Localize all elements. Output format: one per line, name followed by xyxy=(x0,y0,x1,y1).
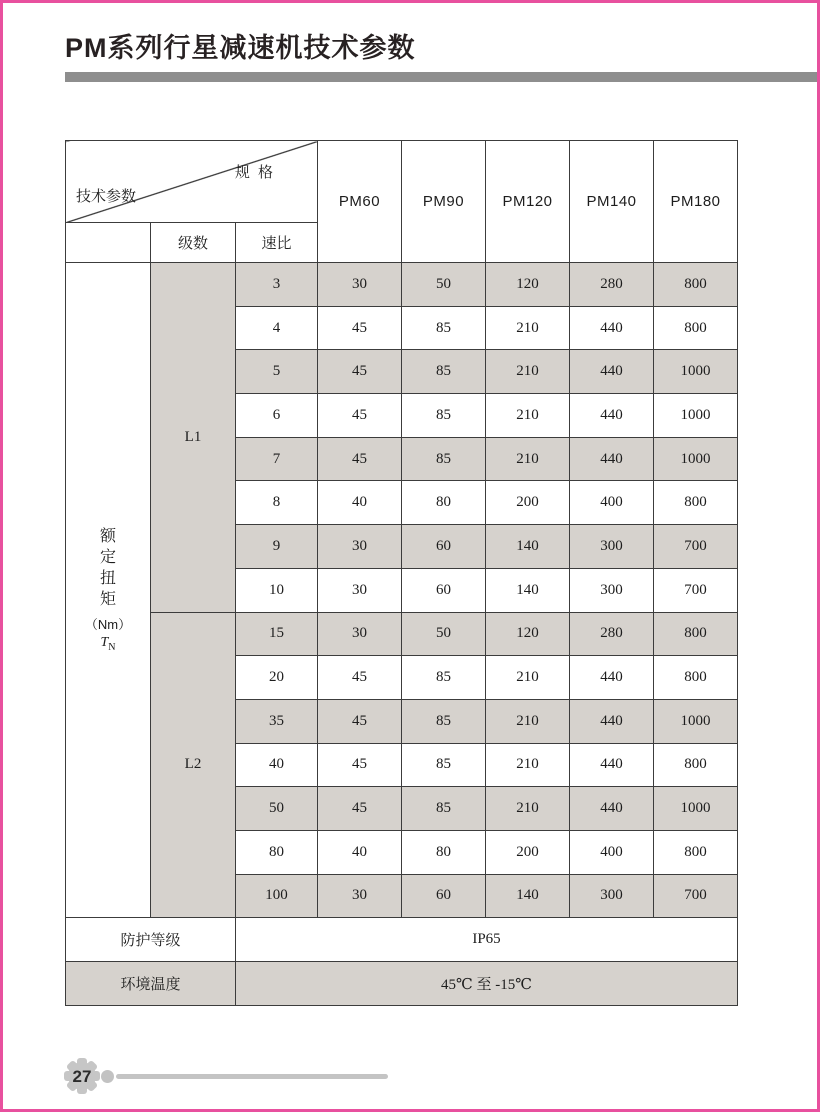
torque-value-cell: 1000 xyxy=(654,699,738,743)
torque-value-cell: 85 xyxy=(402,306,486,350)
column-header-pm140: PM140 xyxy=(570,141,654,263)
torque-value-cell: 85 xyxy=(402,743,486,787)
torque-value-cell: 200 xyxy=(486,481,570,525)
torque-value-cell: 85 xyxy=(402,699,486,743)
torque-value-cell: 120 xyxy=(486,263,570,307)
torque-value-cell: 440 xyxy=(570,656,654,700)
torque-value-cell: 700 xyxy=(654,525,738,569)
torque-value-cell: 280 xyxy=(570,612,654,656)
torque-value-cell: 800 xyxy=(654,263,738,307)
ratio-cell: 80 xyxy=(236,830,318,874)
table-row xyxy=(66,263,738,307)
temperature-label-cell: 环境温度 xyxy=(66,962,236,1006)
torque-value-cell: 440 xyxy=(570,306,654,350)
rated-torque-label-cell: 额 定 扭 矩 （Nm） $T_N$ xyxy=(66,263,151,918)
torque-value-cell: 30 xyxy=(318,525,402,569)
torque-value-cell: 45 xyxy=(318,787,402,831)
spec-table-wrapper xyxy=(65,140,738,1006)
page-number: 27 xyxy=(72,1067,92,1086)
torque-value-cell: 210 xyxy=(486,787,570,831)
torque-value-cell: 210 xyxy=(486,306,570,350)
torque-value-cell: 800 xyxy=(654,830,738,874)
page-footer xyxy=(60,1054,388,1098)
torque-value-cell: 400 xyxy=(570,481,654,525)
ratio-cell: 35 xyxy=(236,699,318,743)
torque-value-cell: 45 xyxy=(318,656,402,700)
torque-value-cell: 210 xyxy=(486,350,570,394)
torque-value-cell: 45 xyxy=(318,699,402,743)
torque-value-cell: 45 xyxy=(318,350,402,394)
protection-label-cell: 防护等级 xyxy=(66,918,236,962)
torque-value-cell: 400 xyxy=(570,830,654,874)
empty-subheader-cell xyxy=(66,223,151,263)
torque-value-cell: 60 xyxy=(402,874,486,918)
torque-value-cell: 45 xyxy=(318,437,402,481)
torque-value-cell: 85 xyxy=(402,350,486,394)
stage-cell-L2: L2 xyxy=(151,612,236,918)
torque-value-cell: 80 xyxy=(402,481,486,525)
ratio-cell: 4 xyxy=(236,306,318,350)
torque-value-cell: 85 xyxy=(402,656,486,700)
footer-rule-line xyxy=(116,1074,388,1079)
corner-spec-label: 规 格 xyxy=(234,164,276,181)
torque-value-cell: 440 xyxy=(570,699,654,743)
torque-value-cell: 30 xyxy=(318,874,402,918)
torque-value-cell: 80 xyxy=(402,830,486,874)
column-header-pm90: PM90 xyxy=(402,141,486,263)
torque-value-cell: 440 xyxy=(570,787,654,831)
spec-table xyxy=(65,140,738,1006)
torque-value-cell: 210 xyxy=(486,743,570,787)
torque-value-cell: 30 xyxy=(318,568,402,612)
stage-subheader-cell: 级数 xyxy=(151,223,236,263)
torque-value-cell: 45 xyxy=(318,306,402,350)
torque-value-cell: 210 xyxy=(486,437,570,481)
corner-header-cell xyxy=(66,141,318,223)
torque-value-cell: 1000 xyxy=(654,787,738,831)
column-header-pm120: PM120 xyxy=(486,141,570,263)
torque-value-cell: 440 xyxy=(570,743,654,787)
temperature-row xyxy=(66,962,738,1006)
torque-value-cell: 30 xyxy=(318,263,402,307)
temperature-value-cell: 45℃ 至 -15℃ xyxy=(236,962,738,1006)
ratio-cell: 3 xyxy=(236,263,318,307)
torque-value-cell: 200 xyxy=(486,830,570,874)
torque-value-cell: 440 xyxy=(570,394,654,438)
table-header-row xyxy=(66,141,738,223)
torque-value-cell: 85 xyxy=(402,394,486,438)
ratio-cell: 5 xyxy=(236,350,318,394)
torque-value-cell: 40 xyxy=(318,481,402,525)
torque-value-cell: 800 xyxy=(654,743,738,787)
column-header-pm60: PM60 xyxy=(318,141,402,263)
title-underline-bar xyxy=(65,72,817,82)
torque-value-cell: 30 xyxy=(318,612,402,656)
torque-value-cell: 140 xyxy=(486,525,570,569)
ratio-cell: 7 xyxy=(236,437,318,481)
torque-value-cell: 300 xyxy=(570,568,654,612)
ratio-cell: 40 xyxy=(236,743,318,787)
page-title: PM系列行星减速机技术参数 xyxy=(65,33,416,63)
corner-params-label: 技术参数 xyxy=(76,188,137,205)
torque-value-cell: 210 xyxy=(486,656,570,700)
torque-value-cell: 700 xyxy=(654,874,738,918)
torque-value-cell: 440 xyxy=(570,350,654,394)
torque-value-cell: 700 xyxy=(654,568,738,612)
torque-value-cell: 50 xyxy=(402,263,486,307)
torque-value-cell: 210 xyxy=(486,699,570,743)
torque-value-cell: 1000 xyxy=(654,437,738,481)
table-row xyxy=(66,612,738,656)
ratio-cell: 15 xyxy=(236,612,318,656)
torque-value-cell: 800 xyxy=(654,481,738,525)
protection-value-cell: IP65 xyxy=(236,918,738,962)
torque-value-cell: 1000 xyxy=(654,350,738,394)
torque-value-cell: 50 xyxy=(402,612,486,656)
torque-value-cell: 800 xyxy=(654,612,738,656)
protection-row xyxy=(66,918,738,962)
torque-value-cell: 140 xyxy=(486,874,570,918)
torque-value-cell: 300 xyxy=(570,874,654,918)
ratio-cell: 100 xyxy=(236,874,318,918)
ratio-cell: 6 xyxy=(236,394,318,438)
torque-value-cell: 800 xyxy=(654,306,738,350)
ratio-cell: 50 xyxy=(236,787,318,831)
column-header-pm180: PM180 xyxy=(654,141,738,263)
torque-value-cell: 800 xyxy=(654,656,738,700)
torque-value-cell: 85 xyxy=(402,437,486,481)
ratio-cell: 10 xyxy=(236,568,318,612)
torque-value-cell: 120 xyxy=(486,612,570,656)
torque-value-cell: 140 xyxy=(486,568,570,612)
torque-value-cell: 210 xyxy=(486,394,570,438)
ratio-cell: 9 xyxy=(236,525,318,569)
torque-value-cell: 60 xyxy=(402,525,486,569)
torque-value-cell: 40 xyxy=(318,830,402,874)
torque-value-cell: 45 xyxy=(318,743,402,787)
torque-value-cell: 300 xyxy=(570,525,654,569)
torque-value-cell: 440 xyxy=(570,437,654,481)
gear-icon xyxy=(60,1054,104,1098)
torque-value-cell: 60 xyxy=(402,568,486,612)
torque-value-cell: 1000 xyxy=(654,394,738,438)
torque-value-cell: 45 xyxy=(318,394,402,438)
ratio-cell: 8 xyxy=(236,481,318,525)
torque-value-cell: 85 xyxy=(402,787,486,831)
torque-value-cell: 280 xyxy=(570,263,654,307)
footer-dot xyxy=(101,1070,114,1083)
ratio-subheader-cell: 速比 xyxy=(236,223,318,263)
stage-cell-L1: L1 xyxy=(151,263,236,613)
ratio-cell: 20 xyxy=(236,656,318,700)
